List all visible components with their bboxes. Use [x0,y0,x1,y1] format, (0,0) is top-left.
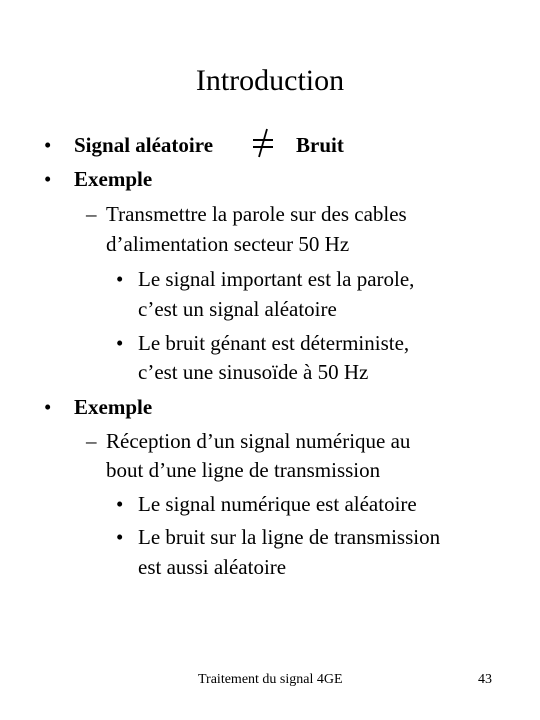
bullet-marker: • [44,133,52,157]
item-signal-numerique: Le signal numérique est aléatoire [138,492,417,516]
not-equal-icon [250,126,276,160]
item-bruit-genant: Le bruit génant est déterministe, [138,331,410,355]
dash-marker: – [86,429,97,453]
item-reception-cont: bout d’une ligne de transmission [106,458,381,482]
page-number: 43 [478,672,492,687]
slide-title: Introduction [195,64,345,97]
bullet-marker: • [116,525,124,549]
dash-marker: – [86,202,97,226]
item-exemple-2: Exemple [74,395,153,419]
item-signal-important-cont: c’est un signal aléatoire [138,297,337,321]
item-bruit-genant-cont: c’est une sinusoïde à 50 Hz [138,360,369,384]
bullet-marker: • [44,395,52,419]
item-reception: Réception d’un signal numérique au [106,429,411,453]
bullet-marker: • [116,492,124,516]
item-transmettre-cont: d’alimentation secteur 50 Hz [106,232,350,256]
bullet-marker: • [44,167,52,191]
bullet-marker: • [116,267,124,291]
bullet-marker: • [116,331,124,355]
item-bruit-ligne-cont: est aussi aléatoire [138,555,287,579]
item-bruit-ligne: Le bruit sur la ligne de transmission [138,525,441,549]
item-signal-aleatoire: Signal aléatoire [74,133,214,157]
item-exemple-1: Exemple [74,167,153,191]
item-bruit: Bruit [296,133,344,157]
item-signal-important: Le signal important est la parole, [138,267,415,291]
footer-title: Traitement du signal 4GE [198,672,343,687]
item-transmettre: Transmettre la parole sur des cables [106,202,407,226]
